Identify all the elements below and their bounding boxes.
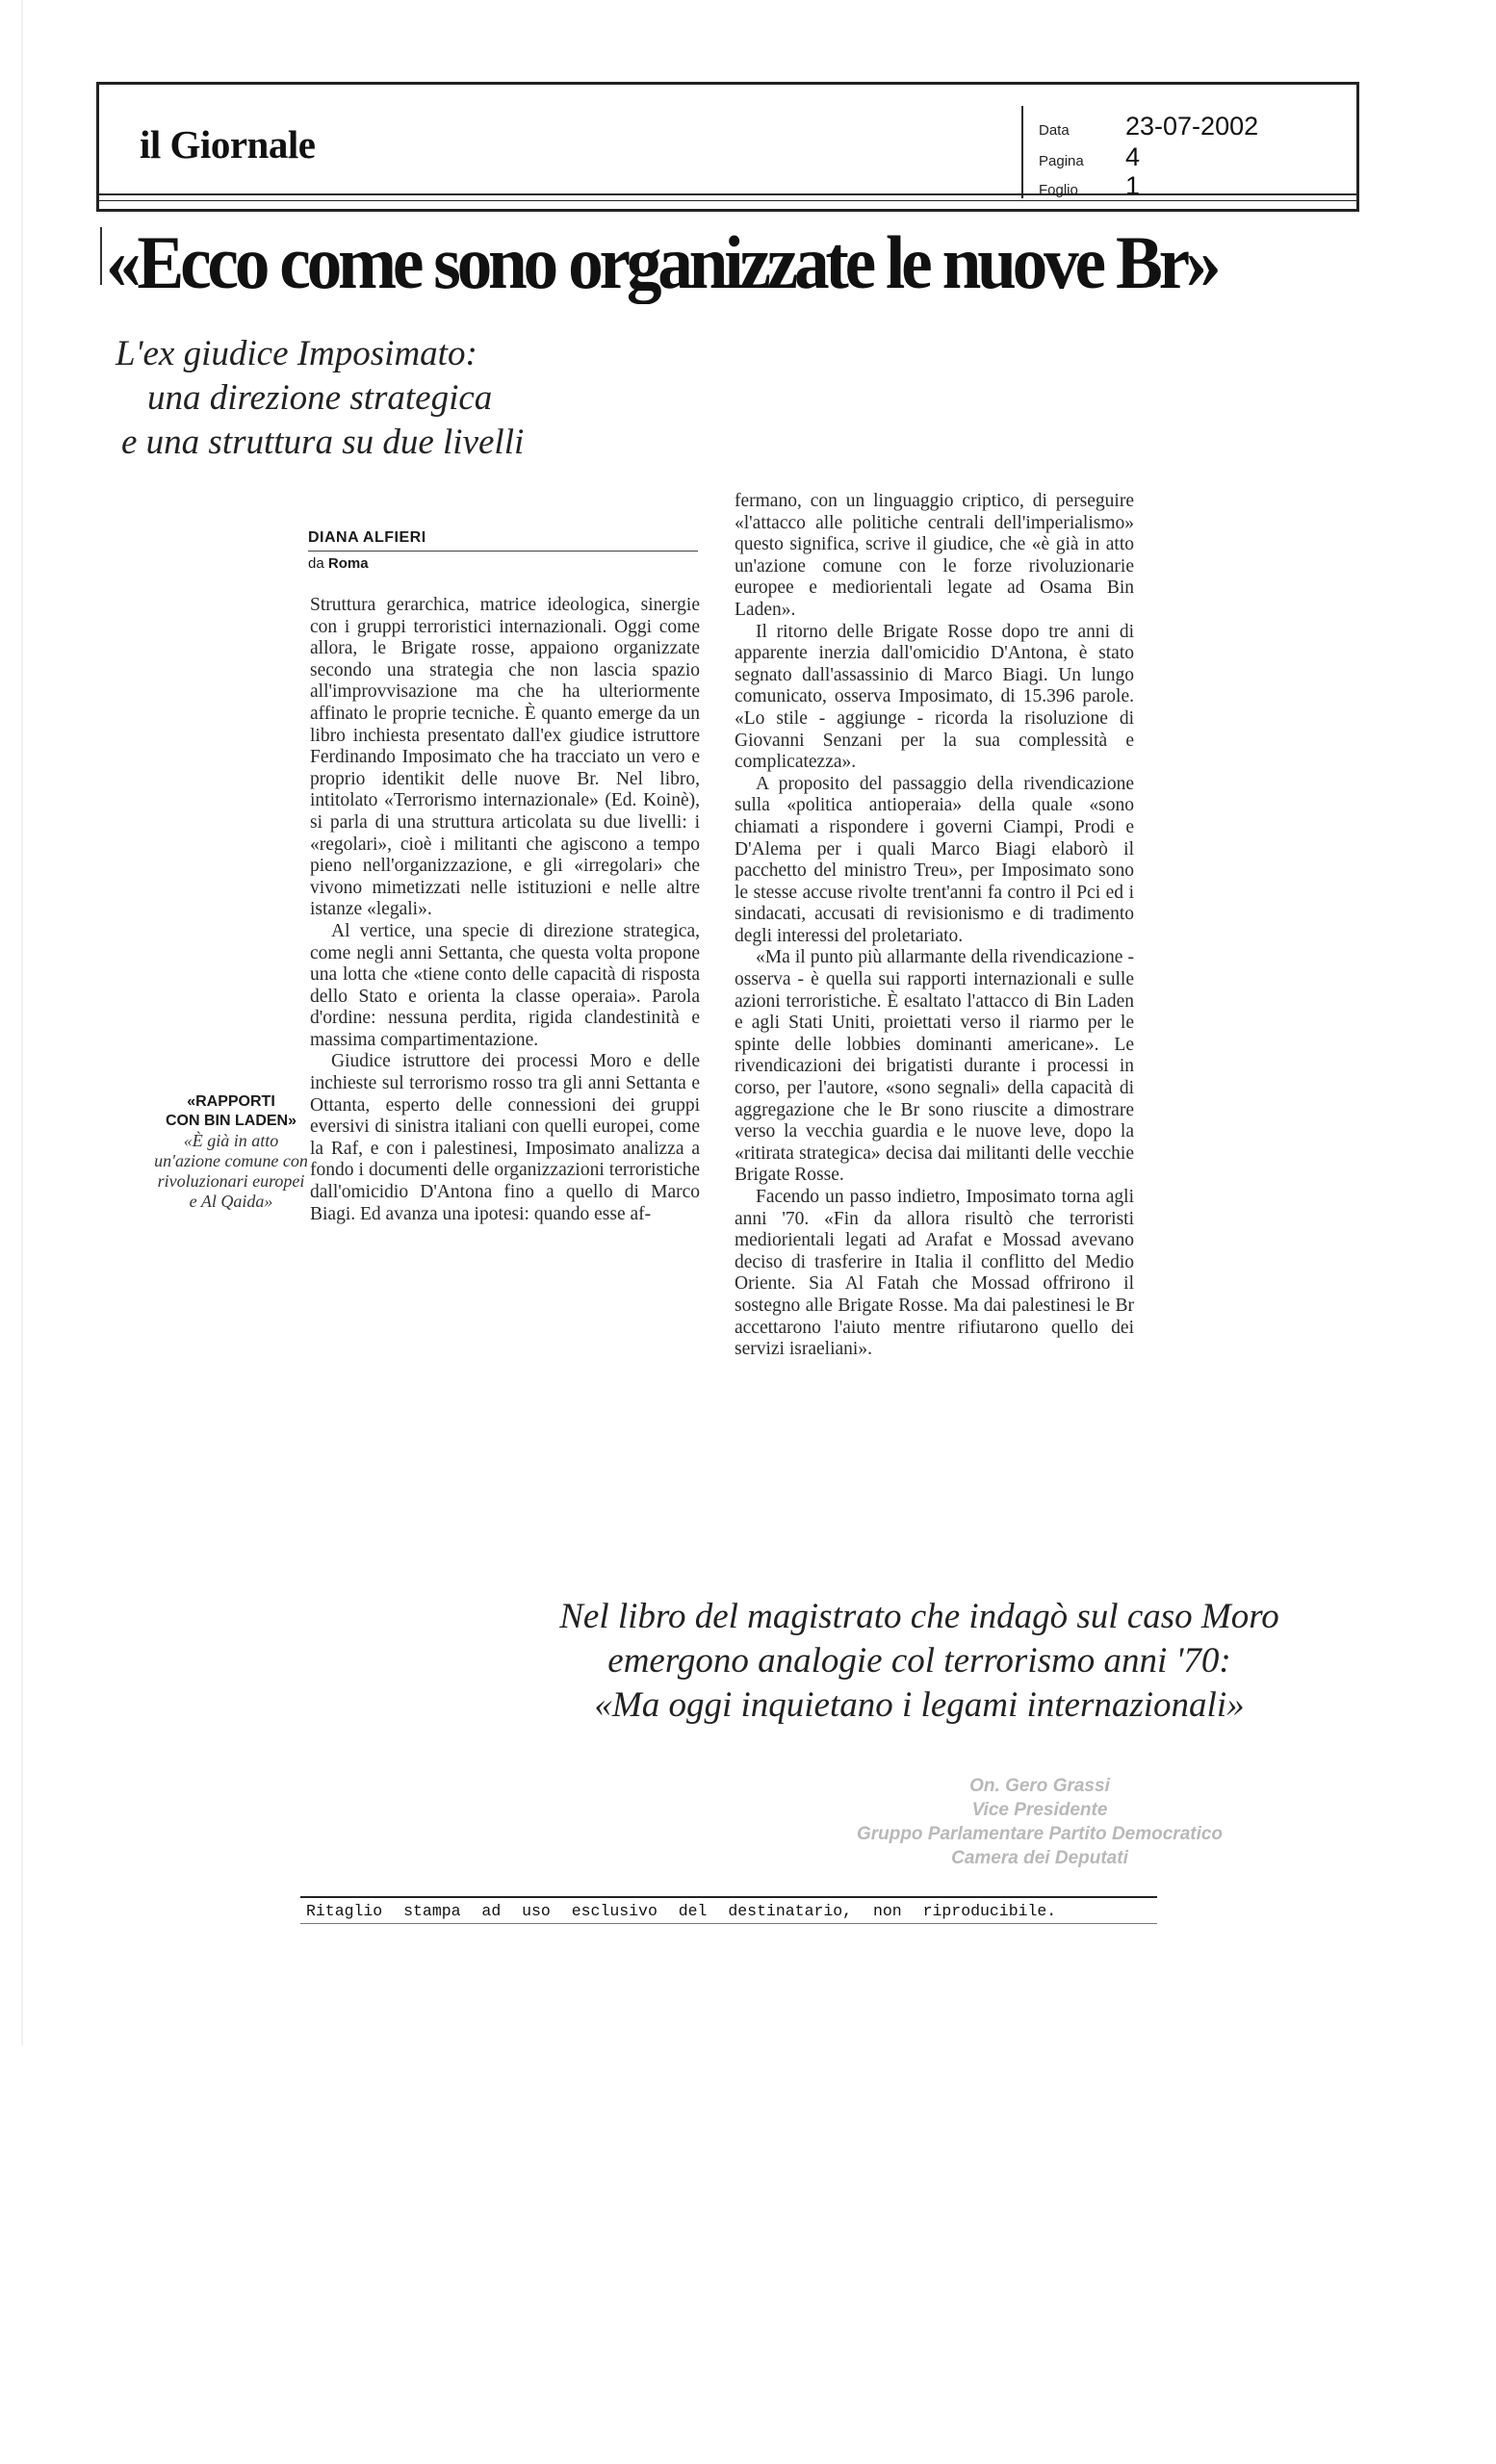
newspaper-logo: il Giornale <box>140 122 316 167</box>
signature-line-2: Vice Presidente <box>971 1800 1108 1820</box>
summary-line-1: Nel libro del magistrato che indagò sul caso Moro <box>559 1597 1279 1636</box>
footer-rule <box>300 1896 1157 1898</box>
summary-line-3: «Ma oggi inquietano i legami internazionali» <box>594 1685 1245 1725</box>
pull-quote-title-1: «RAPPORTI <box>187 1093 275 1110</box>
dateline-prefix: da <box>308 555 324 572</box>
pull-quote <box>154 1092 308 1212</box>
signature-line-4: Camera dei Deputati <box>951 1848 1128 1868</box>
header-box <box>96 82 1359 212</box>
paragraph: Struttura gerarchica, matrice ideologica, sinergie con i gruppi terroristici internazionali. Oggi come allora, le Brigate rosse, appaiono organizzate secondo una strategia che non lascia spazio all'improvvisazione ma che ha ulteriormente affinato le proprie tecniche. È quanto emerge da un libro inchiesta presentato dall'ex giudice istruttore Ferdinando Imposimato che ha tracciato un vero e proprio identikit delle nuove Br. Nel libro, intitolato «Terrorismo internazionale» (Ed. Koinè), si parla di una struttura articolata su due livelli: i «regolari», cioè i militanti che agiscono a tempo pieno nell'organizzazione, e gli «irregolari» che vivono mimetizzati nelle istituzioni e nelle altre istanze «legali». <box>310 595 700 920</box>
sheet-value: 1 <box>1125 171 1141 200</box>
date-label: Data <box>1039 122 1070 139</box>
byline-rule <box>308 551 698 552</box>
page-row <box>1039 142 1140 172</box>
scan-edge <box>21 0 23 2045</box>
footer-rule-bottom <box>300 1923 1157 1924</box>
article-headline: «Ecco come sono organizzate le nuove Br» <box>106 220 1218 304</box>
subhead-line-3: e una struttura su due livelli <box>121 423 525 462</box>
paragraph: Facendo un passo indietro, Imposimato torna agli anni '70. «Fin da allora risultò che terroristi mediorientali legati ad Arafat e Mossad avevano deciso di trasferire in Italia il conflitto del Medio Oriente. Sia Al Fatah che Mossad offrirono il sostegno alle Brigate Rosse. Ma dai palestinesi le Br accettarono l'aiuto mentre rifiutarono quello dei servizi israeliani». <box>735 1187 1134 1360</box>
paragraph: Al vertice, una specie di direzione strategica, come negli anni Settanta, che questa volta propone una lotta che «tiene conto delle capacità di risposta dello Stato e orienta la classe operaia». Parola d'ordine: nessuna perdita, rigida clandestinità e massima compartimentazione. <box>310 920 700 1050</box>
page-label: Pagina <box>1039 153 1084 169</box>
dateline-city: Roma <box>327 555 369 572</box>
author-name: DIANA ALFIERI <box>308 529 426 546</box>
date-row <box>1039 112 1258 141</box>
signature-line-3: Gruppo Parlamentare Partito Democratico <box>856 1824 1224 1844</box>
page-value: 4 <box>1125 142 1141 171</box>
article-summary <box>505 1595 1333 1728</box>
summary-line-2: emergono analogie col terrorismo anni '70: <box>607 1641 1231 1681</box>
article-subhead <box>116 332 693 465</box>
pull-quote-text: «È già in atto un'azione comune con rivoluzionari europei e Al Qaida» <box>154 1131 308 1211</box>
headline-bar <box>100 227 102 285</box>
header-rule <box>99 193 1356 195</box>
article-column-1 <box>310 595 700 1225</box>
footer-note: Ritaglio stampa ad uso esclusivo del destinatario, non riproducibile. <box>306 1902 1057 1920</box>
paragraph: A proposito del passaggio della rivendicazione sulla «politica antioperaia» della quale «sono chiamati a rispondere i governi Ciampi, Prodi e D'Alema per i quali Marco Biagi elaborò il pacchetto del ministro Treu», per Imposimato sono le stesse accuse rivolte trent'anni fa contro il Pci ed i sindacati, accusati di revisionismo e di tradimento degli interessi del proletariato. <box>735 773 1134 946</box>
dateline <box>308 555 698 572</box>
subhead-line-1: L'ex giudice Imposimato: <box>116 334 477 373</box>
date-value: 23-07-2002 <box>1125 112 1259 141</box>
byline <box>308 529 698 572</box>
subhead-line-2: una direzione strategica <box>147 378 493 418</box>
sheet-label: Foglio <box>1039 182 1078 198</box>
paragraph: fermano, con un linguaggio criptico, di perseguire «l'attacco alle politiche centrali dell'imperialismo» questo significa, scrive il giudice, che «è già in atto un'azione comune con le forze rivoluzionarie europee e mediorientali legate ad Osama Bin Laden». <box>735 491 1134 620</box>
pull-quote-title-2: CON BIN LADEN» <box>165 1113 297 1129</box>
header-rule-thin <box>99 200 1356 201</box>
paragraph: Giudice istruttore dei processi Moro e delle inchieste sul terrorismo rosso tra gli anni Settanta e Ottanta, esperto delle connessioni dei gruppi eversivi di sinistra italiani con quelli europei, come la Raf, e con i palestinesi, Imposimato analizza a fondo i documenti delle organizzazioni terroristiche dall'omicidio D'Antona fino a quello di Marco Biagi. Ed avanza una ipotesi: quando esse af- <box>310 1051 700 1224</box>
paragraph: Il ritorno delle Brigate Rosse dopo tre anni di apparente inerzia dall'omicidio D'Antona, è stato segnato dall'assassinio di Marco Biagi. Un lungo comunicato, osserva Imposimato, di 15.396 parole. «Lo stile - aggiunge - ricorda la risoluzione di Giovanni Senzani per la sua complessità e complicatezza». <box>735 621 1134 773</box>
paragraph: «Ma il punto più allarmante della rivendicazione - osserva - è quella sui rapporti internazionali e sulle azioni terroristiche. È esaltato l'attacco di Bin Laden e agli Stati Uniti, proiettati verso il riarmo per le spinte delle lobbies dominanti americane». Le rivendicazioni dei brigatisti durante i processi in corso, per l'autore, «sono segnali» della capacità di aggregazione che le Br sono riuscite a dimostrare verso la vecchia guardia e le nuove leve, dopo la «ritirata strategica» decisa dai militanti delle vecchie Brigate Rosse. <box>735 947 1134 1186</box>
clipping-metadata <box>1021 106 1360 198</box>
signature-stamp <box>838 1774 1242 1870</box>
article-column-2 <box>735 491 1134 1361</box>
sheet-row <box>1039 171 1140 201</box>
signature-line-1: On. Gero Grassi <box>969 1776 1110 1796</box>
